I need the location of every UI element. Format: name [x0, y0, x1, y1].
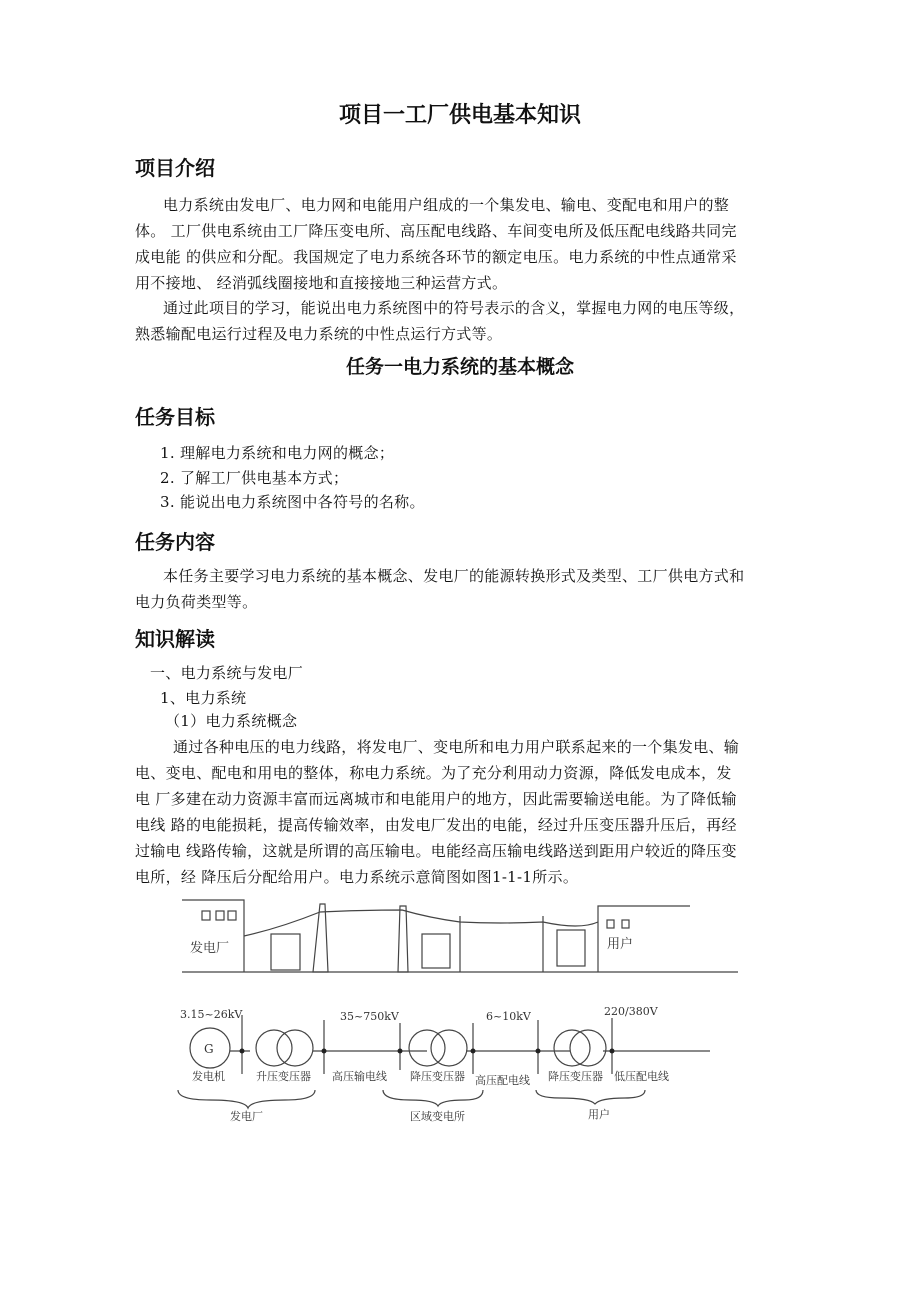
- paragraph-line: 用不接地、 经消弧线圈接地和直接接地三种运营方式。: [135, 274, 508, 292]
- schematic: [178, 1005, 710, 1123]
- component-label: 升压变压器: [256, 1070, 311, 1083]
- subheading-2: 1、电力系统: [160, 689, 247, 707]
- voltage-label: 35~750kV: [340, 1010, 399, 1023]
- task-title: 任务一电力系统的基本概念: [345, 356, 574, 378]
- paragraph-line: 熟悉输配电运行过程及电力系统的中性点运行方式等。: [135, 325, 503, 343]
- group-label: 发电厂: [230, 1110, 263, 1123]
- paragraph-line: 电线 路的电能损耗，提高传输效率，由发电厂发出的电能，经过升压变压器升压后，再经: [135, 816, 737, 834]
- goal-item: 2. 了解工厂供电基本方式；: [160, 469, 349, 487]
- paragraph-line: 电力负荷类型等。: [135, 593, 258, 611]
- section-heading-goals: 任务目标: [135, 405, 215, 429]
- transformer-icon: [271, 934, 300, 970]
- section-heading-content: 任务内容: [135, 530, 215, 554]
- component-label: 高压配电线: [475, 1074, 530, 1087]
- goal-item: 1. 理解电力系统和电力网的概念；: [160, 444, 395, 462]
- brace: [536, 1090, 645, 1104]
- component-label: 低压配电线: [614, 1070, 669, 1083]
- goal-item: 3. 能说出电力系统图中各符号的名称。: [160, 493, 425, 511]
- generator-label: G: [204, 1042, 214, 1056]
- paragraph-line: 通过此项目的学习，能说出电力系统图中的符号表示的含义，掌握电力网的电压等级，: [163, 299, 745, 317]
- voltage-label: 3.15~26kV: [180, 1008, 243, 1021]
- voltage-label: 220/380V: [604, 1005, 658, 1018]
- paragraph-line: 通过各种电压的电力线路，将发电厂、变电所和电力用户联系起来的一个集发电、输: [173, 738, 740, 756]
- paragraph-line: 电、变电、配电和用电的整体，称电力系统。为了充分利用动力资源，降低发电成本，发: [135, 764, 732, 782]
- component-label: 发电机: [192, 1070, 225, 1083]
- component-label: 降压变压器: [548, 1070, 603, 1083]
- paragraph-line: 本任务主要学习电力系统的基本概念、发电厂的能源转换形式及类型、工厂供电方式和: [163, 567, 745, 585]
- paragraph-line: 成电能 的供应和分配。我国规定了电力系统各环节的额定电压。电力系统的中性点通常采: [135, 248, 737, 266]
- pictorial-illustration: [182, 900, 738, 972]
- subheading-3: （1）电力系统概念: [165, 712, 298, 730]
- brace: [178, 1090, 315, 1108]
- component-label: 高压输电线: [332, 1070, 387, 1083]
- group-label: 区域变电所: [410, 1110, 465, 1123]
- brace: [383, 1090, 483, 1106]
- section-heading-intro: 项目介绍: [135, 156, 215, 180]
- section-heading-knowledge: 知识解读: [135, 627, 215, 651]
- transformer-icon: [557, 930, 585, 966]
- paragraph-line: 电 厂多建在动力资源丰富而远离城市和电能用户的地方，因此需要输送电能。为了降低输: [135, 790, 737, 808]
- component-label: 降压变压器: [410, 1070, 465, 1083]
- plant-label: 发电厂: [190, 941, 230, 956]
- voltage-label: 6~10kV: [486, 1010, 531, 1023]
- page-title: 项目一工厂供电基本知识: [338, 103, 581, 128]
- subheading-1: 一、电力系统与发电厂: [150, 664, 304, 682]
- paragraph-line: 过输电 线路传输，这就是所谓的高压输电。电能经高压输电线路送到距用户较近的降压变: [135, 842, 737, 860]
- user-label: 用户: [607, 937, 634, 952]
- power-system-diagram: [170, 890, 770, 1130]
- group-label: 用户: [588, 1108, 610, 1121]
- paragraph-line: 电力系统由发电厂、电力网和电能用户组成的一个集发电、输电、变配电和用户的整: [163, 196, 730, 214]
- paragraph-line: 电所，经 降压后分配给用户。电力系统示意简图如图1-1-1所示。: [135, 868, 579, 886]
- transformer-icon: [422, 934, 450, 968]
- paragraph-line: 体。 工厂供电系统由工厂降压变电所、高压配电线路、车间变电所及低压配电线路共同完: [135, 222, 737, 240]
